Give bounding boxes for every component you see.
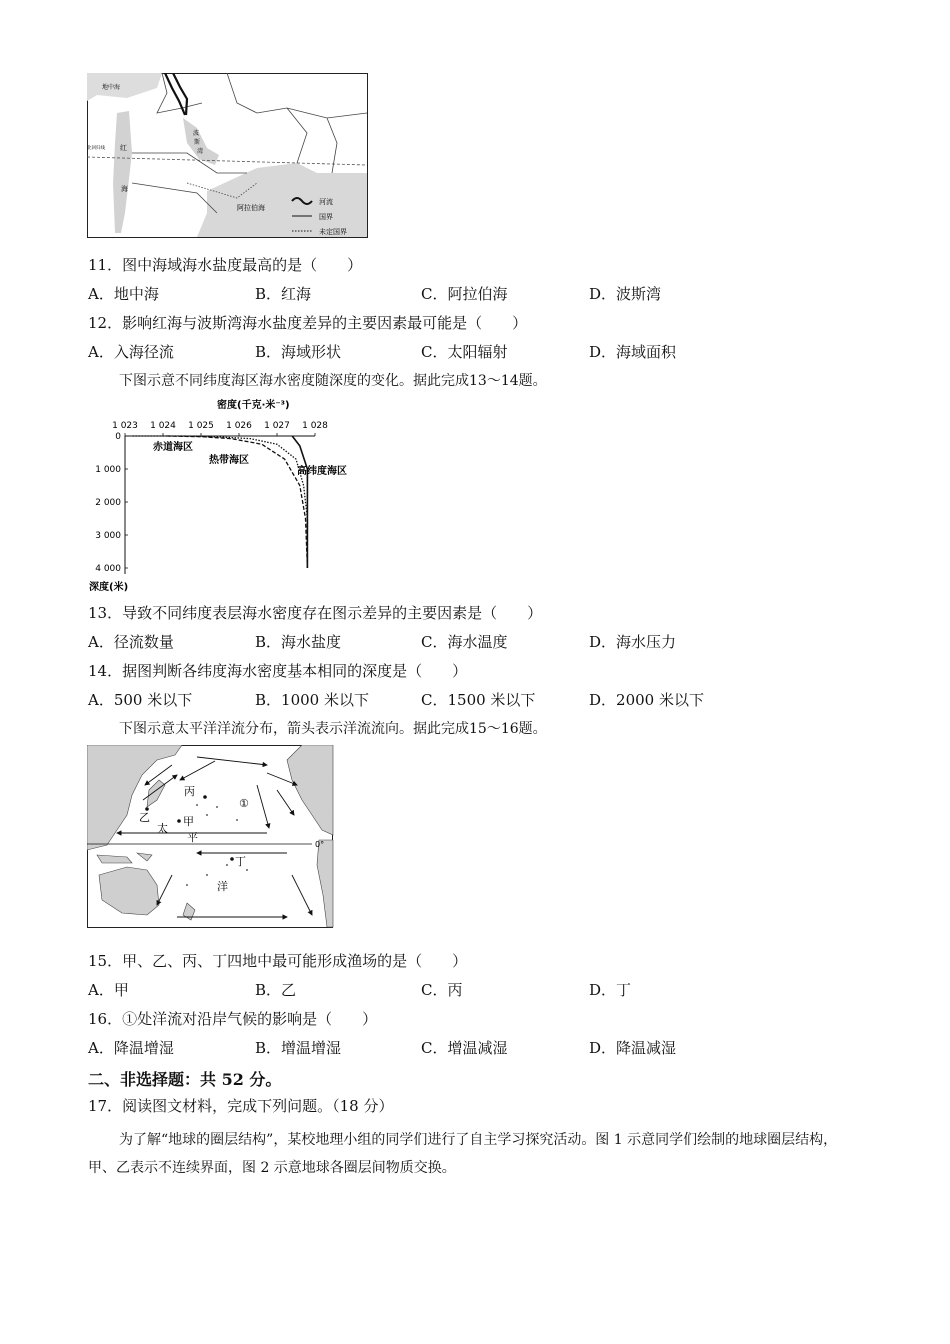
question-12: 12．影响红海与波斯湾海水盐度差异的主要因素最可能是（ ）: [88, 314, 528, 332]
q11-option-c[interactable]: C．阿拉伯海: [421, 285, 508, 303]
question-16: 16．①处洋流对沿岸气候的影响是（ ）: [88, 1010, 378, 1028]
map2-label-tai: 太: [157, 822, 168, 835]
q13-option-a[interactable]: A．径流数量: [88, 633, 174, 651]
map1-label-mediterranean: 地中海: [102, 84, 121, 91]
question-17-material: 为了解“地球的圈层结构”，某校地理小组的同学们进行了自主学习探究活动。图 1 示意同学们绘制的地球圈层结构，甲、乙表示不连续界面，图 2 示意地球各圈层间物质交换。: [88, 1132, 838, 1176]
map2-label-equator: 0°: [315, 840, 325, 849]
y-tick-label: 4 000: [95, 564, 121, 574]
chart-title: 密度(千克·米⁻³): [217, 400, 290, 411]
q14-option-c[interactable]: C．1500 米以下: [421, 691, 536, 709]
map1-label-persian1: 波: [193, 130, 200, 137]
question-14: 14．据图判断各纬度海水密度基本相同的深度是（ ）: [88, 662, 468, 680]
pacific-current-map: [87, 745, 337, 929]
legend-border: 国界: [319, 213, 333, 221]
question-13: 13．导致不同纬度表层海水密度存在图示差异的主要因素是（ ）: [88, 604, 543, 622]
label-tropical: 热带海区: [209, 455, 249, 466]
q11-option-a[interactable]: A．地中海: [88, 285, 159, 303]
map1-label-persian3: 湾: [197, 148, 204, 155]
y-tick-label: 2 000: [95, 498, 121, 508]
x-tick-label: 1 026: [226, 421, 252, 431]
x-tick-label: 1 024: [150, 421, 176, 431]
section-2-heading: 二、非选择题：共 52 分。: [88, 1070, 282, 1089]
map2-label-ping: 平: [187, 831, 198, 844]
map2-label-yang: 洋: [217, 880, 228, 893]
map2-label-jia: 甲: [183, 815, 194, 828]
map2-label-circle1: ①: [239, 797, 249, 810]
q15-option-d[interactable]: D．丁: [589, 981, 632, 999]
map1-label-arabian: 阿拉伯海: [237, 204, 265, 212]
q14-option-b[interactable]: B．1000 米以下: [255, 691, 369, 709]
q11-option-d[interactable]: D．波斯湾: [589, 285, 662, 303]
intro-13-14: 下图示意不同纬度海区海水密度随深度的变化。据此完成13～14题。: [119, 373, 547, 389]
map1-label-persian2: 斯: [194, 139, 201, 146]
q16-option-a[interactable]: A．降温增湿: [88, 1039, 174, 1057]
q14-option-a[interactable]: A．500 米以下: [88, 691, 193, 709]
x-tick-label: 1 027: [264, 421, 290, 431]
question-11: 11．图中海域海水盐度最高的是（ ）: [88, 256, 363, 274]
q12-option-b[interactable]: B．海域形状: [255, 343, 342, 361]
legend-undefined-border: 未定国界: [319, 228, 347, 236]
q15-option-c[interactable]: C．丙: [421, 981, 463, 999]
map1-label-red1: 红: [120, 144, 127, 152]
map2-label-bing: 丙: [184, 785, 195, 798]
middle-east-map: [87, 73, 372, 239]
q15-option-a[interactable]: A．甲: [88, 981, 129, 999]
map2-label-yi: 乙: [139, 811, 150, 824]
map1-label-tropic: 北回归线: [87, 146, 105, 151]
q12-option-d[interactable]: D．海域面积: [589, 343, 677, 361]
question-17: 17．阅读图文材料，完成下列问题。（18 分）: [88, 1097, 394, 1115]
chart-ylabel: 深度(米): [89, 582, 129, 593]
question-15: 15．甲、乙、丙、丁四地中最可能形成渔场的是（ ）: [88, 952, 468, 970]
q13-option-b[interactable]: B．海水盐度: [255, 633, 342, 651]
q16-option-d[interactable]: D．降温减湿: [589, 1039, 677, 1057]
q13-option-d[interactable]: D．海水压力: [589, 633, 677, 651]
q16-option-c[interactable]: C．增温减湿: [421, 1039, 508, 1057]
y-tick-label: 3 000: [95, 531, 121, 541]
intro-15-16: 下图示意太平洋洋流分布，箭头表示洋流流向。据此完成15～16题。: [119, 721, 547, 737]
map2-label-ding: 丁: [235, 855, 246, 868]
x-tick-label: 1 025: [188, 421, 214, 431]
q12-option-c[interactable]: C．太阳辐射: [421, 343, 508, 361]
q12-option-a[interactable]: A．入海径流: [88, 343, 174, 361]
map1-label-red2: 海: [121, 185, 128, 193]
q16-option-b[interactable]: B．增温增湿: [255, 1039, 342, 1057]
q11-option-b[interactable]: B．红海: [255, 285, 312, 303]
x-tick-label: 1 023: [112, 421, 138, 431]
q13-option-c[interactable]: C．海水温度: [421, 633, 508, 651]
y-tick-label: 0: [115, 432, 121, 442]
density-depth-chart: [87, 398, 367, 594]
label-equatorial: 赤道海区: [153, 442, 193, 453]
label-high-latitude: 高纬度海区: [297, 466, 347, 477]
legend-river: 河流: [319, 198, 333, 206]
q14-option-d[interactable]: D．2000 米以下: [589, 691, 704, 709]
q15-option-b[interactable]: B．乙: [255, 981, 297, 999]
y-tick-label: 1 000: [95, 465, 121, 475]
x-tick-label: 1 028: [302, 421, 328, 431]
